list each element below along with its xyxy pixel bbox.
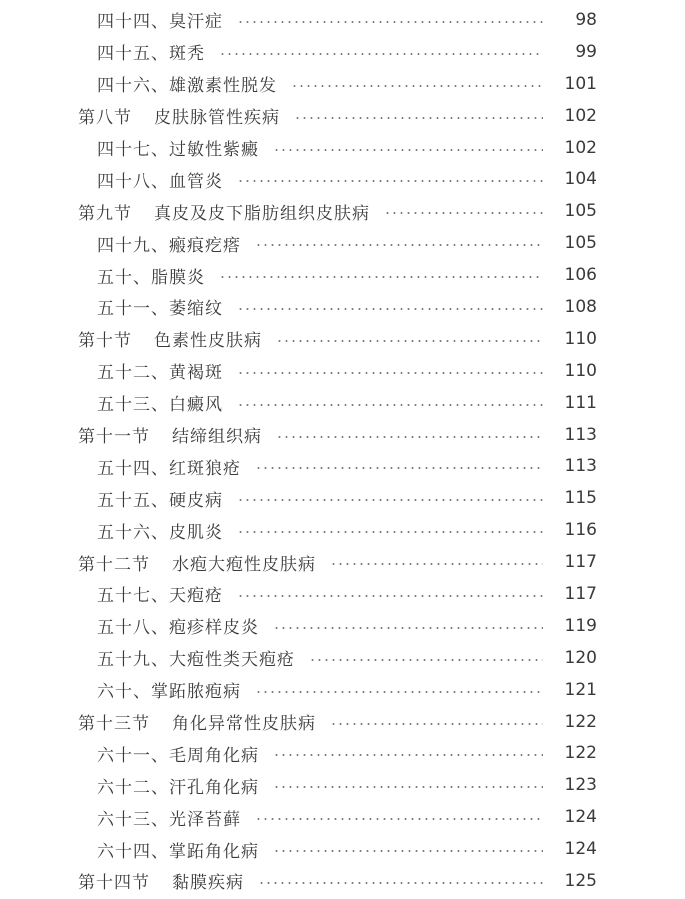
item-title: 四十八、血管炎 [97,171,223,192]
toc-item-row[interactable] [0,578,685,610]
dot-leader [273,850,543,852]
dot-leader [237,308,543,310]
item-title: 四十六、雄激素性脱发 [97,76,277,97]
page-number: 121 [564,679,597,700]
toc-item-row[interactable] [0,674,685,706]
dot-leader [219,276,543,278]
dot-leader [237,372,543,374]
page-number: 123 [564,775,597,796]
page-number: 108 [564,296,597,317]
toc-item-row[interactable] [0,291,685,323]
section-title: 黏膜疾病 [172,873,244,894]
section-number: 第十一节 [78,427,150,448]
toc-section-row[interactable] [0,865,685,897]
toc-item-row[interactable] [0,227,685,259]
page-number: 110 [564,328,597,349]
section-title: 皮肤脉管性疾病 [154,108,280,129]
dot-leader [237,404,543,406]
toc-item-row[interactable] [0,4,685,36]
toc-section-row[interactable] [0,706,685,738]
section-title: 水疱大疱性皮肤病 [172,554,316,575]
page-number: 111 [564,392,597,413]
section-number: 第八节 [78,108,132,129]
toc-section-row[interactable] [0,100,685,132]
toc-item-row[interactable] [0,801,685,833]
item-title: 五十八、疱疹样皮炎 [97,618,259,639]
toc-item-row[interactable] [0,163,685,195]
item-title: 六十二、汗孔角化病 [97,777,259,798]
page-number: 102 [564,105,597,126]
page-number: 124 [564,807,597,828]
toc-item-row[interactable] [0,514,685,546]
dot-leader [258,882,543,884]
toc-section-row[interactable] [0,546,685,578]
dot-leader [384,212,543,214]
table-of-contents [0,4,685,897]
page-number: 120 [564,647,597,668]
page-number: 122 [564,711,597,732]
page-number: 104 [564,169,597,190]
item-title: 四十五、斑秃 [97,44,205,65]
section-number: 第十三节 [78,714,150,735]
toc-item-row[interactable] [0,610,685,642]
dot-leader [273,786,543,788]
item-title: 六十、掌跖脓疱病 [97,682,241,703]
toc-item-row[interactable] [0,132,685,164]
toc-item-row[interactable] [0,482,685,514]
item-title: 五十四、红斑狼疮 [97,458,241,479]
item-title: 五十七、天疱疮 [97,586,223,607]
toc-item-row[interactable] [0,450,685,482]
dot-leader [255,691,543,693]
item-title: 五十二、黄褐斑 [97,363,223,384]
toc-item-row[interactable] [0,36,685,68]
item-title: 五十一、萎缩纹 [97,299,223,320]
page-number: 117 [564,583,597,604]
page-number: 101 [564,73,597,94]
page-number: 110 [564,360,597,381]
page-number: 113 [564,424,597,445]
page-number: 124 [564,839,597,860]
dot-leader [330,723,543,725]
dot-leader [273,754,543,756]
dot-leader [255,467,543,469]
toc-item-row[interactable] [0,355,685,387]
dot-leader [273,149,543,151]
toc-section-row[interactable] [0,195,685,227]
page-number: 125 [564,870,597,891]
dot-leader [255,818,543,820]
toc-item-row[interactable] [0,259,685,291]
dot-leader [309,659,543,661]
page-number: 99 [575,41,597,62]
section-title: 色素性皮肤病 [154,331,262,352]
item-title: 五十六、皮肌炎 [97,522,223,543]
toc-section-row[interactable] [0,419,685,451]
item-title: 五十三、白癜风 [97,395,223,416]
dot-leader [276,340,543,342]
page-number: 119 [564,615,597,636]
toc-item-row[interactable] [0,68,685,100]
page-number: 105 [564,201,597,222]
dot-leader [237,499,543,501]
toc-section-row[interactable] [0,323,685,355]
dot-leader [237,21,543,23]
dot-leader [237,595,543,597]
page-number: 98 [575,9,597,30]
dot-leader [273,627,543,629]
section-title: 真皮及皮下脂肪组织皮肤病 [154,203,370,224]
section-number: 第九节 [78,203,132,224]
toc-item-row[interactable] [0,387,685,419]
section-number: 第十四节 [78,873,150,894]
dot-leader [294,117,543,119]
dot-leader [237,180,543,182]
page-number: 116 [564,520,597,541]
page-number: 106 [564,265,597,286]
dot-leader [237,531,543,533]
item-title: 五十五、硬皮病 [97,490,223,511]
toc-item-row[interactable] [0,737,685,769]
toc-item-row[interactable] [0,833,685,865]
section-title: 角化异常性皮肤病 [172,714,316,735]
dot-leader [330,563,543,565]
page-number: 115 [564,488,597,509]
page-number: 113 [564,456,597,477]
item-title: 六十一、毛周角化病 [97,745,259,766]
page-number: 105 [564,233,597,254]
toc-item-row[interactable] [0,642,685,674]
item-title: 六十三、光泽苔藓 [97,809,241,830]
toc-item-row[interactable] [0,769,685,801]
dot-leader [219,53,543,55]
item-title: 四十九、瘢痕疙瘩 [97,235,241,256]
section-number: 第十二节 [78,554,150,575]
item-title: 五十、脂膜炎 [97,267,205,288]
item-title: 四十七、过敏性紫癜 [97,140,259,160]
page-number: 122 [564,743,597,764]
item-title: 五十九、大疱性类天疱疮 [97,650,295,671]
item-title: 六十四、掌跖角化病 [97,841,259,862]
page-number: 102 [564,137,597,158]
dot-leader [291,85,543,87]
section-number: 第十节 [78,331,132,352]
page-number: 117 [564,552,597,573]
item-title: 四十四、臭汗症 [97,12,223,33]
dot-leader [276,436,543,438]
section-title: 结缔组织病 [172,427,262,448]
dot-leader [255,244,543,246]
